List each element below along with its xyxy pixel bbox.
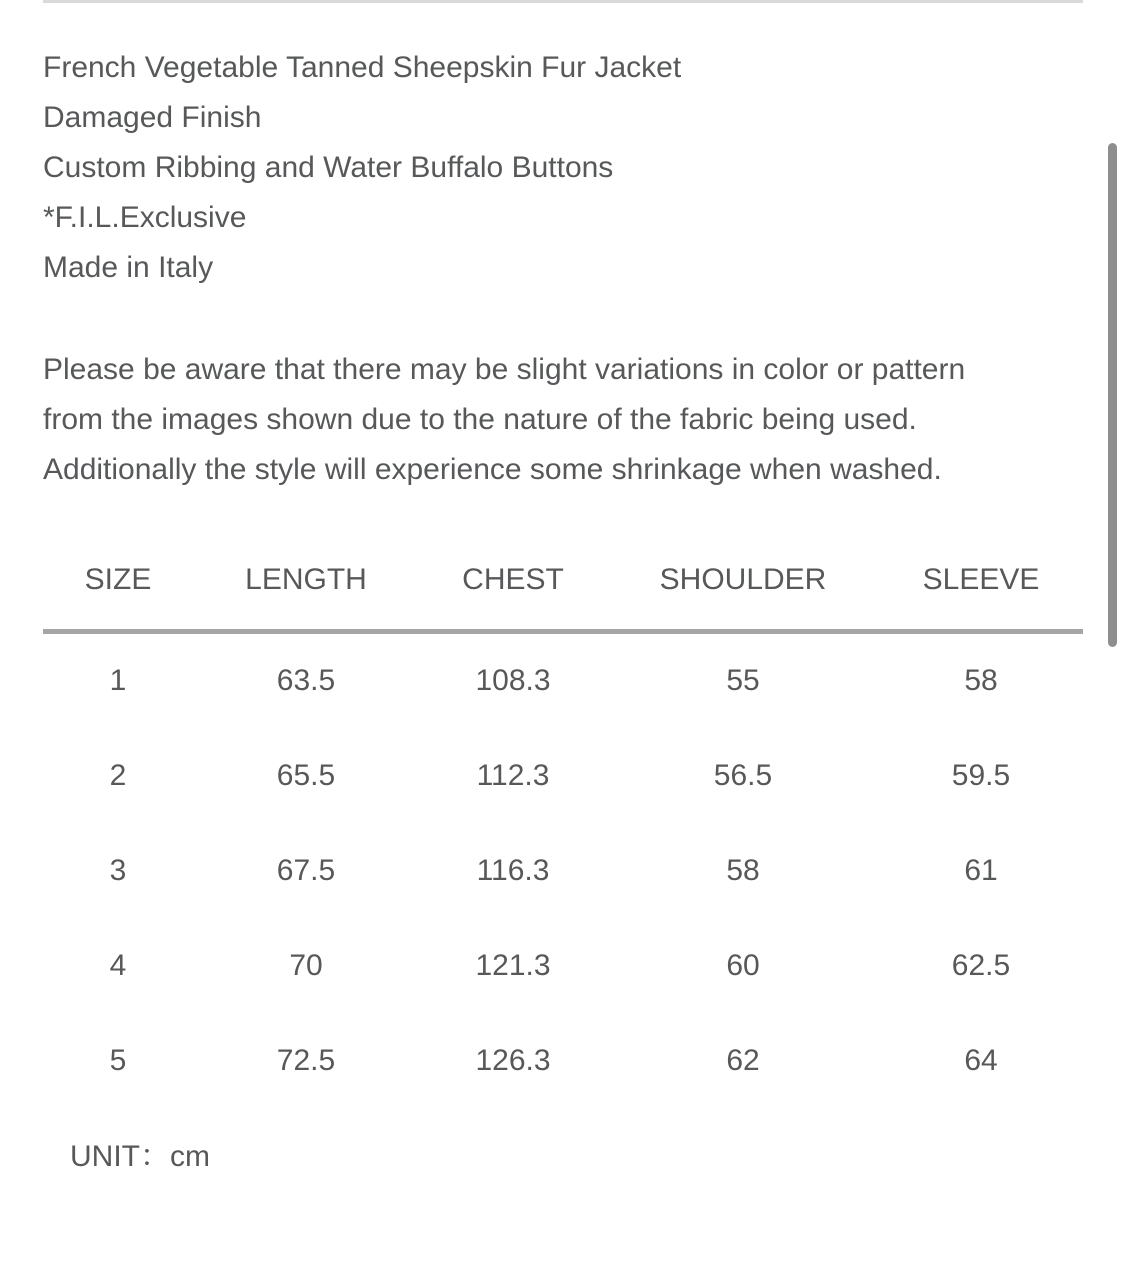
size-cell: 65.5 [276, 759, 336, 792]
size-cell: 56.5 [713, 759, 773, 792]
column-header-chest: CHEST [419, 562, 607, 632]
text-line: Damaged Finish [43, 101, 262, 134]
size-cell: 60 [726, 949, 760, 982]
size-cell: 59.5 [951, 759, 1011, 792]
size-cell: 121.3 [475, 949, 551, 982]
size-row [43, 632, 1083, 700]
size-cell: 58 [726, 854, 760, 887]
size-cell: 126.3 [475, 1044, 551, 1077]
size-cell: 2 [109, 759, 127, 792]
size-cell: 70 [289, 949, 323, 982]
size-chart-header-row [43, 562, 1083, 632]
size-chart-body [43, 632, 1083, 1080]
size-row [43, 889, 1083, 984]
scrollbar-thumb[interactable] [1108, 143, 1117, 647]
size-row [43, 699, 1083, 794]
column-header-length: LENGTH [193, 562, 419, 632]
text-line: Custom Ribbing and Water Buffalo Buttons [43, 151, 614, 184]
size-cell: 55 [726, 664, 760, 697]
fabric-disclaimer [43, 345, 1083, 495]
text-line: from the images shown due to the nature of the fabric being used. [43, 403, 917, 436]
size-cell: 5 [109, 1044, 127, 1077]
column-header-size: SIZE [43, 562, 193, 632]
unit-label: UNIT：cm [70, 1140, 210, 1173]
size-chart-table [43, 562, 1083, 1079]
text-line: Please be aware that there may be slight variations in color or pattern [43, 353, 966, 386]
size-cell: 72.5 [276, 1044, 336, 1077]
size-row [43, 984, 1083, 1079]
column-header-shoulder: SHOULDER [607, 562, 879, 632]
size-cell: 62.5 [951, 949, 1011, 982]
size-cell: 67.5 [276, 854, 336, 887]
size-cell: 61 [964, 854, 998, 887]
text-line: French Vegetable Tanned Sheepskin Fur Jacket [43, 51, 682, 84]
product-description-section [43, 0, 1083, 1175]
size-cell: 108.3 [475, 664, 551, 697]
column-header-sleeve: SLEEVE [879, 562, 1083, 632]
size-cell: 64 [964, 1044, 998, 1077]
size-cell: 4 [109, 949, 127, 982]
text-line: Made in Italy [43, 251, 214, 284]
size-cell: 112.3 [476, 759, 550, 792]
size-cell: 3 [109, 854, 127, 887]
product-title [43, 43, 1083, 293]
size-cell: 62 [726, 1044, 760, 1077]
size-cell: 63.5 [276, 664, 336, 697]
size-row [43, 794, 1083, 889]
text-line: *F.I.L.Exclusive [43, 201, 247, 234]
size-cell: 1 [109, 664, 127, 697]
text-line: Additionally the style will experience some shrinkage when washed. [43, 453, 942, 486]
size-cell: 116.3 [476, 854, 550, 887]
size-cell: 58 [964, 664, 998, 697]
